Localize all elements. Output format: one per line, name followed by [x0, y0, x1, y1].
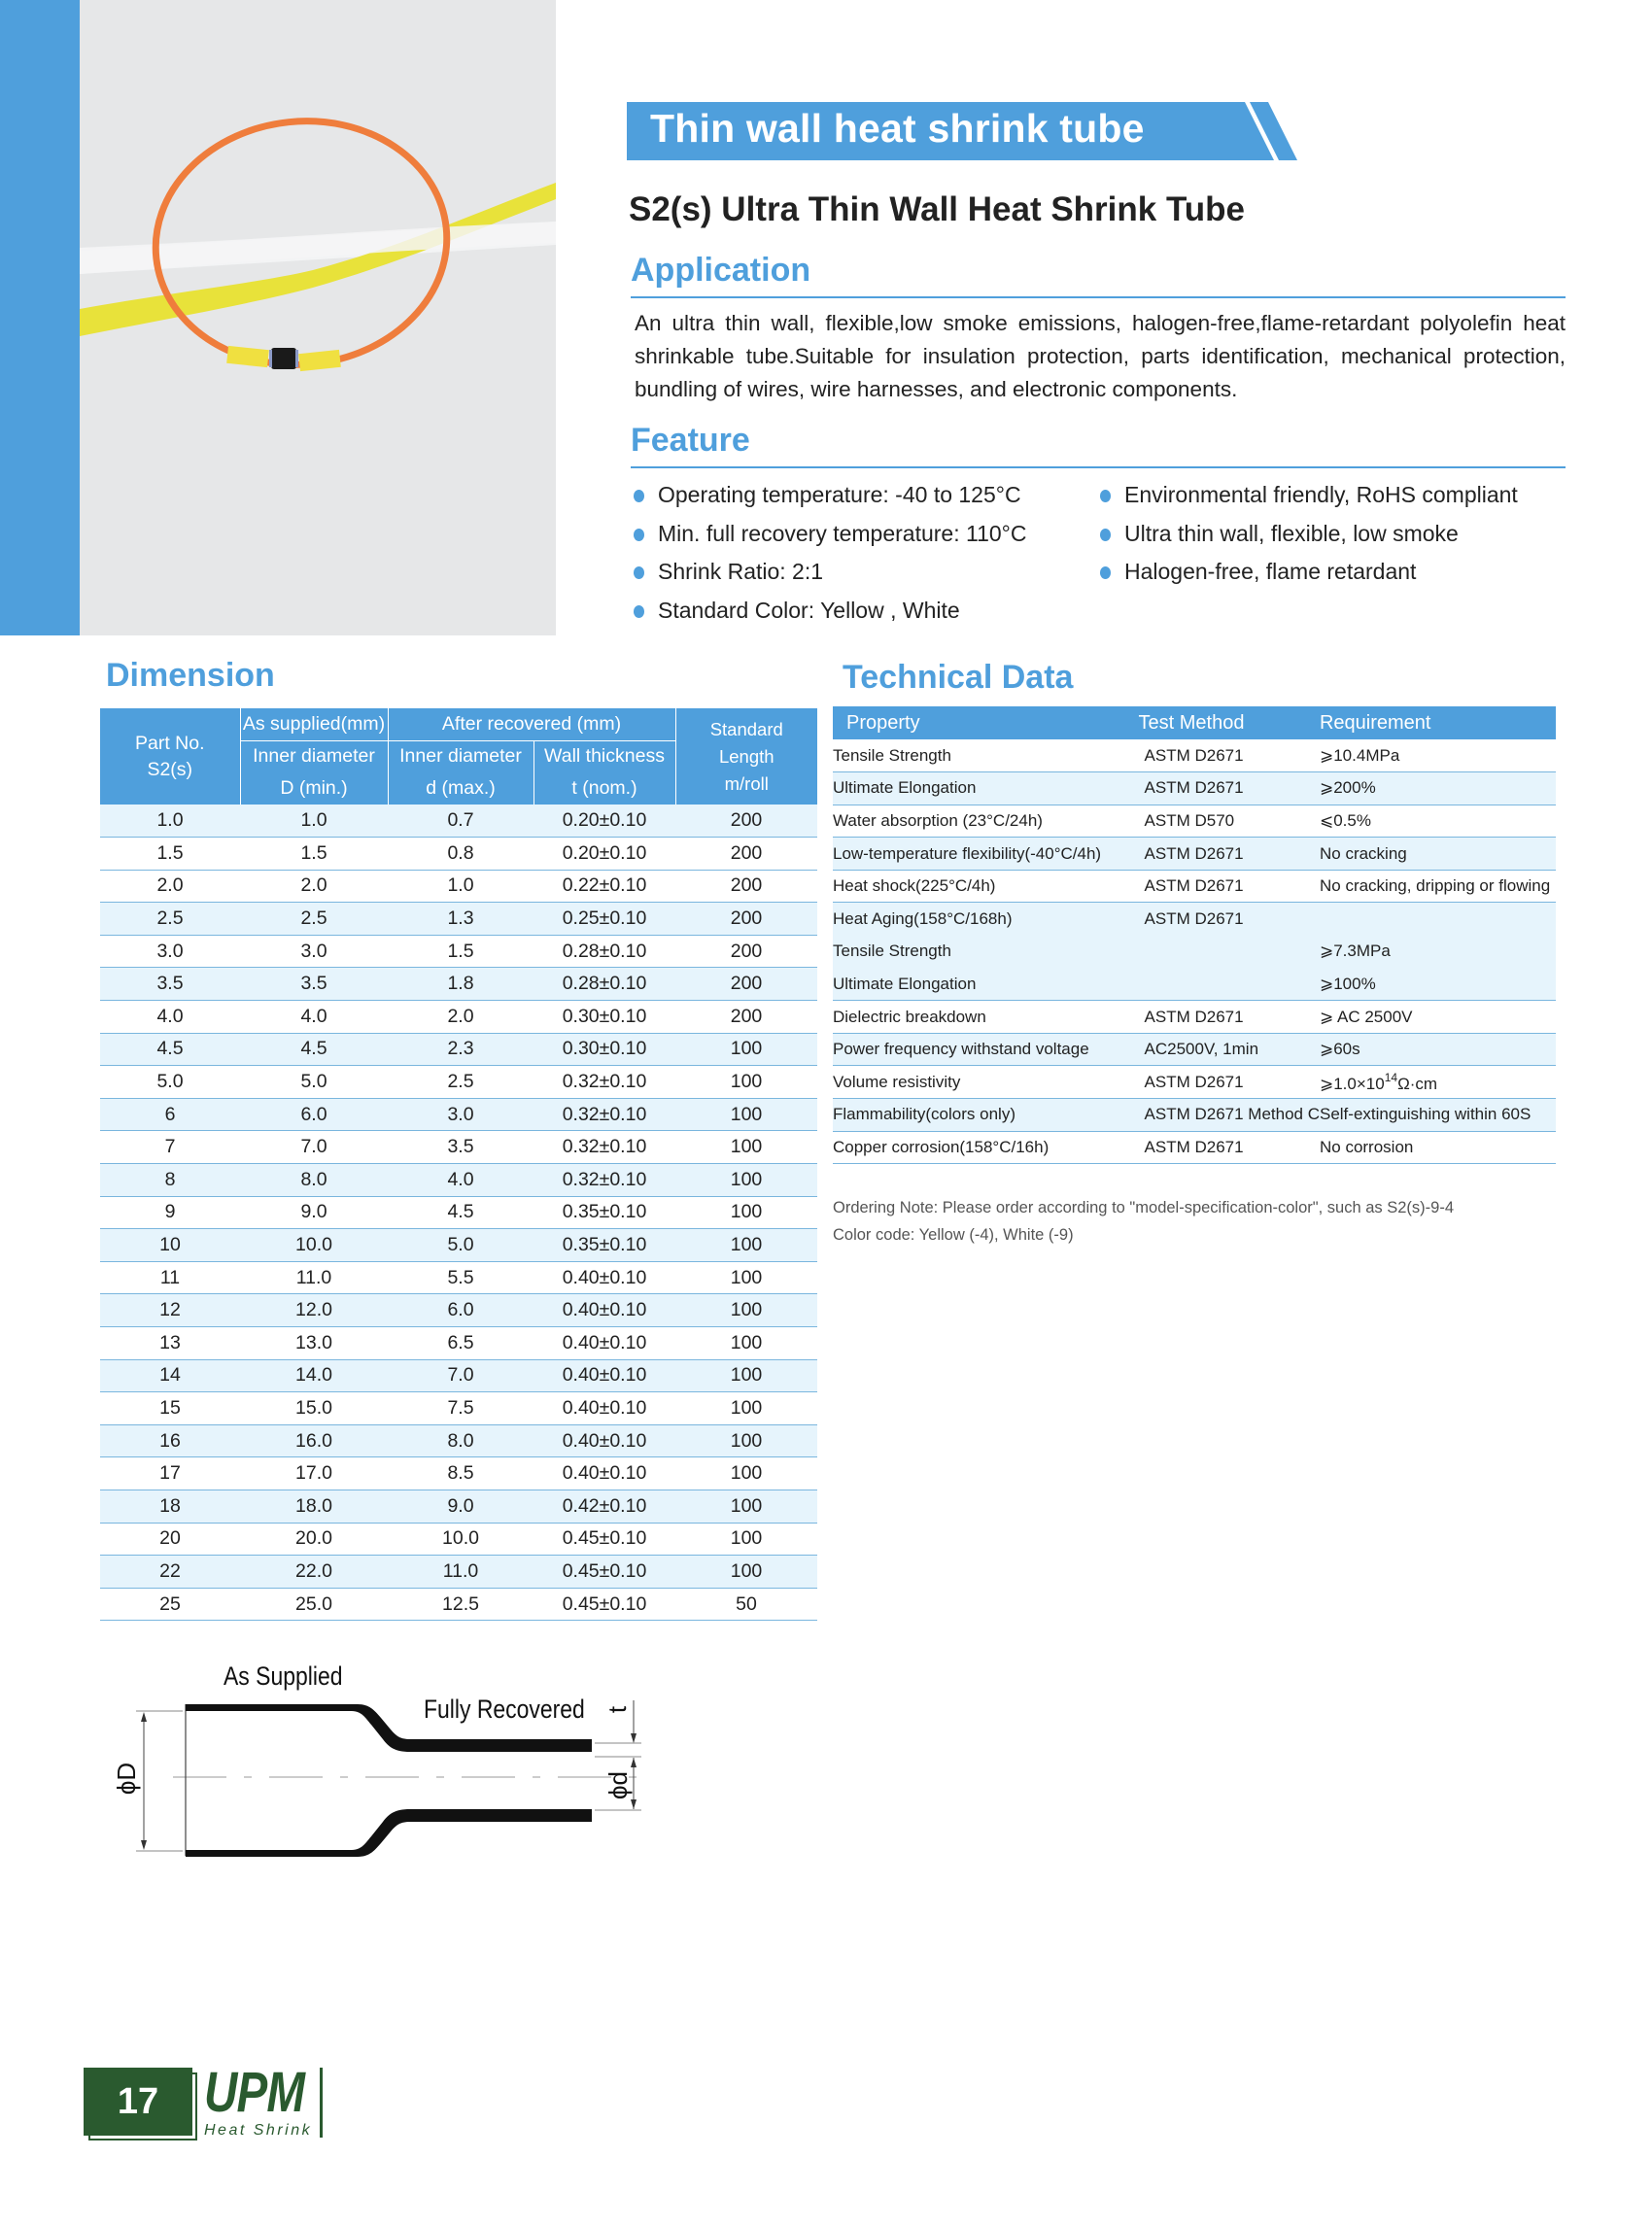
table-cell: 17 [100, 1457, 240, 1490]
table-row [100, 1131, 817, 1164]
header-D-min: D (min.) [240, 772, 388, 805]
table-cell: 8.0 [240, 1164, 388, 1197]
table-cell: 25 [100, 1588, 240, 1621]
header-part-no: Part No. S2(s) [100, 708, 240, 805]
feature-column-left [634, 478, 1026, 632]
table-cell: 18.0 [240, 1490, 388, 1523]
table-cell: 12 [100, 1294, 240, 1327]
table-cell: 3.0 [388, 1098, 533, 1131]
requirement-cell: ⩾60s [1320, 1033, 1556, 1066]
header-inner-diameter-D: Inner diameter [240, 740, 388, 772]
requirement-cell: ⩾7.3MPa [1320, 936, 1556, 969]
table-cell: 0.7 [388, 805, 533, 838]
table-row [100, 1066, 817, 1099]
table-cell: 0.32±0.10 [533, 1098, 675, 1131]
table-cell: 7.5 [388, 1392, 533, 1425]
property-cell: Heat Aging(158°C/168h) [833, 903, 1133, 936]
feature-item [634, 478, 1026, 517]
property-cell: Volume resistivity [833, 1066, 1133, 1099]
table-cell: 1.5 [240, 838, 388, 871]
table-row [833, 1066, 1556, 1099]
method-cell: ASTM D2671 [1133, 870, 1320, 903]
table-cell: 8 [100, 1164, 240, 1197]
table-cell: 0.45±0.10 [533, 1556, 675, 1589]
table-cell: 100 [675, 1229, 817, 1262]
table-row [100, 805, 817, 838]
property-cell: Low-temperature flexibility(-40°C/4h) [833, 838, 1133, 871]
header-test-method: Test Method [1133, 706, 1320, 739]
table-cell: 15 [100, 1392, 240, 1425]
table-cell: 100 [675, 1490, 817, 1523]
table-cell: 22.0 [240, 1556, 388, 1589]
table-cell: 17.0 [240, 1457, 388, 1490]
table-cell: 1.8 [388, 968, 533, 1001]
table-cell: 100 [675, 1033, 817, 1066]
table-cell: 8.0 [388, 1424, 533, 1457]
color-code-note: Color code: Yellow (-4), White (-9) [833, 1226, 1074, 1244]
t-symbol: t [602, 1705, 633, 1714]
table-row [100, 1359, 817, 1392]
table-cell: 1.0 [240, 805, 388, 838]
table-cell: 11.0 [240, 1261, 388, 1294]
table-row [833, 739, 1556, 772]
table-cell: 10 [100, 1229, 240, 1262]
feature-item [1100, 517, 1518, 556]
table-cell: 3.0 [100, 935, 240, 968]
header-property: Property [833, 706, 1133, 739]
requirement-cell: $⩾1.0\times 10^{14}\Omega\cdot cm$ [1320, 1066, 1556, 1099]
feature-rule [631, 466, 1566, 468]
technical-table-body [833, 739, 1556, 1164]
table-row [100, 870, 817, 903]
method-cell: AC2500V, 1min [1133, 1033, 1320, 1066]
table-cell: 2.5 [388, 1066, 533, 1099]
table-cell: 4.5 [100, 1033, 240, 1066]
table-cell: 0.40±0.10 [533, 1294, 675, 1327]
property-cell: Heat shock(225°C/4h) [833, 870, 1133, 903]
header-as-supplied: As supplied(mm) [240, 708, 388, 740]
feature-item [1100, 555, 1518, 594]
table-cell: 1.0 [388, 870, 533, 903]
table-cell: 1.5 [388, 935, 533, 968]
table-cell: 100 [675, 1196, 817, 1229]
feature-text: Standard Color: Yellow , White [658, 597, 960, 623]
table-row [833, 1001, 1556, 1034]
application-heading: Application [631, 252, 811, 289]
feature-item [634, 517, 1026, 556]
table-cell: 6.5 [388, 1327, 533, 1360]
feature-item [634, 555, 1026, 594]
table-cell: 200 [675, 903, 817, 936]
table-row [100, 1261, 817, 1294]
table-row [100, 838, 817, 871]
table-cell: 0.25±0.10 [533, 903, 675, 936]
property-cell: Power frequency withstand voltage [833, 1033, 1133, 1066]
table-cell: 0.20±0.10 [533, 805, 675, 838]
table-row [833, 1033, 1556, 1066]
feature-column-right [1100, 478, 1518, 594]
tube-profile-diagram [97, 1652, 680, 1904]
bullet-icon [634, 605, 644, 618]
method-cell: ASTM D2671 [1133, 838, 1320, 871]
requirement-cell: ⩾100% [1320, 968, 1556, 1001]
table-cell: 0.45±0.10 [533, 1588, 675, 1621]
table-row [833, 772, 1556, 805]
dimension-table [100, 708, 817, 1621]
table-cell: 100 [675, 1294, 817, 1327]
table-cell: 1.0 [100, 805, 240, 838]
method-cell: ASTM D570 [1133, 805, 1320, 838]
table-cell: 2.5 [100, 903, 240, 936]
table-cell: 4.5 [388, 1196, 533, 1229]
table-cell: 7 [100, 1131, 240, 1164]
table-cell: 0.22±0.10 [533, 870, 675, 903]
table-cell: 0.40±0.10 [533, 1457, 675, 1490]
table-cell: 100 [675, 1424, 817, 1457]
table-cell: 5.0 [100, 1066, 240, 1099]
table-cell: 4.0 [388, 1164, 533, 1197]
sidebar-accent-strip [0, 0, 80, 635]
table-cell: 100 [675, 1327, 817, 1360]
table-cell: 0.32±0.10 [533, 1066, 675, 1099]
table-cell: 20.0 [240, 1523, 388, 1556]
table-cell: 6.0 [240, 1098, 388, 1131]
feature-text: Operating temperature: -40 to 125°C [658, 482, 1021, 507]
table-cell: 4.0 [240, 1001, 388, 1034]
table-cell: 200 [675, 805, 817, 838]
table-row [100, 1098, 817, 1131]
table-cell: 6.0 [388, 1294, 533, 1327]
table-row [100, 1001, 817, 1034]
table-cell: 2.0 [388, 1001, 533, 1034]
table-cell: 7.0 [240, 1131, 388, 1164]
table-row [100, 903, 817, 936]
table-cell: 0.40±0.10 [533, 1327, 675, 1360]
feature-text: Halogen-free, flame retardant [1124, 559, 1417, 584]
table-cell: 16.0 [240, 1424, 388, 1457]
table-row [100, 1523, 817, 1556]
table-row [833, 968, 1556, 1001]
requirement-cell: No corrosion [1320, 1131, 1556, 1164]
table-cell: 100 [675, 1098, 817, 1131]
table-row [100, 935, 817, 968]
requirement-cell: No cracking, dripping or flowing [1320, 870, 1556, 903]
table-cell: 14.0 [240, 1359, 388, 1392]
product-title: S2(s) Ultra Thin Wall Heat Shrink Tube [629, 190, 1245, 228]
phi-d-symbol: ϕd [603, 1770, 634, 1800]
feature-heading: Feature [631, 422, 750, 459]
method-cell: ASTM D2671 [1133, 1066, 1320, 1099]
banner-title: Thin wall heat shrink tube [650, 106, 1145, 151]
table-row [833, 936, 1556, 969]
feature-item [1100, 478, 1518, 517]
method-cell: ASTM D2671 [1133, 1131, 1320, 1164]
table-cell: 0.40±0.10 [533, 1261, 675, 1294]
table-cell: 200 [675, 870, 817, 903]
property-cell: Ultimate Elongation [833, 968, 1133, 1001]
feature-item [634, 594, 1026, 633]
table-cell: 18 [100, 1490, 240, 1523]
bullet-icon [1100, 529, 1111, 541]
table-cell: 16 [100, 1424, 240, 1457]
table-cell: 0.40±0.10 [533, 1424, 675, 1457]
table-cell: 0.28±0.10 [533, 968, 675, 1001]
table-row [833, 870, 1556, 903]
table-row [100, 1229, 817, 1262]
property-cell: Water absorption (23°C/24h) [833, 805, 1133, 838]
method-cell: ASTM D2671 [1133, 1001, 1320, 1034]
technical-table [833, 706, 1556, 1164]
bullet-icon [634, 566, 644, 579]
header-t-nom: t (nom.) [533, 772, 675, 805]
fully-recovered-label: Fully Recovered [424, 1695, 585, 1724]
phi-D-symbol: ϕD [112, 1762, 142, 1796]
table-cell: 200 [675, 935, 817, 968]
requirement-cell: No cracking [1320, 838, 1556, 871]
table-cell: 0.20±0.10 [533, 838, 675, 871]
method-cell [1133, 968, 1320, 1001]
table-cell: 3.5 [100, 968, 240, 1001]
header-wall-thickness: Wall thickness [533, 740, 675, 772]
header-standard-length: Standard Length m/roll [675, 708, 817, 805]
table-cell: 0.40±0.10 [533, 1392, 675, 1425]
table-row [100, 1294, 817, 1327]
header-requirement: Requirement [1320, 706, 1556, 739]
property-cell: Tensile Strength [833, 936, 1133, 969]
table-cell: 1.3 [388, 903, 533, 936]
category-banner [627, 100, 1297, 160]
table-cell: 25.0 [240, 1588, 388, 1621]
requirement-cell: ⩾ AC 2500V [1320, 1001, 1556, 1034]
table-cell: 7.0 [388, 1359, 533, 1392]
table-cell: 100 [675, 1164, 817, 1197]
table-cell: 0.32±0.10 [533, 1164, 675, 1197]
as-supplied-label: As Supplied [224, 1661, 343, 1691]
table-cell: 13 [100, 1327, 240, 1360]
table-cell: 200 [675, 1001, 817, 1034]
table-cell: 0.8 [388, 838, 533, 871]
table-row [100, 1327, 817, 1360]
table-cell: 0.45±0.10 [533, 1523, 675, 1556]
ordering-note: Ordering Note: Please order according to "model-specification-color", such as S2(s)-9-4 [833, 1199, 1454, 1216]
table-cell: 5.5 [388, 1261, 533, 1294]
table-cell: 100 [675, 1066, 817, 1099]
method-cell: ASTM D2671 [1133, 903, 1320, 936]
table-cell: 5.0 [240, 1066, 388, 1099]
property-cell: Ultimate Elongation [833, 772, 1133, 805]
table-cell: 3.5 [240, 968, 388, 1001]
table-cell: 100 [675, 1392, 817, 1425]
feature-text: Environmental friendly, RoHS compliant [1124, 482, 1518, 507]
table-cell: 9.0 [388, 1490, 533, 1523]
header-inner-diameter-d: Inner diameter [388, 740, 533, 772]
method-cell: ASTM D2671 [1133, 739, 1320, 772]
table-cell: 4.0 [100, 1001, 240, 1034]
bullet-icon [634, 529, 644, 541]
requirement-cell [1320, 903, 1556, 936]
table-row [100, 1588, 817, 1621]
table-row [833, 903, 1556, 936]
table-cell: 0.35±0.10 [533, 1196, 675, 1229]
table-cell: 3.0 [240, 935, 388, 968]
table-cell: 8.5 [388, 1457, 533, 1490]
table-cell: 2.0 [100, 870, 240, 903]
table-cell: 0.30±0.10 [533, 1033, 675, 1066]
table-cell: 0.35±0.10 [533, 1229, 675, 1262]
table-row [833, 838, 1556, 871]
requirement-cell: ⩽0.5% [1320, 805, 1556, 838]
brand-logo: UPM [204, 2061, 305, 2124]
application-text: An ultra thin wall, flexible,low smoke emissions, halogen-free,flame-retardant polyolefin heat shrinkable tube.Suitable for insulation protection, parts identification, mechanical protection, bundling of wires, wire harnesses, and electronic components. [635, 311, 1566, 401]
method-cell [1133, 936, 1320, 969]
header-after-recovered: After recovered (mm) [388, 708, 675, 740]
table-cell: 11 [100, 1261, 240, 1294]
table-cell: 0.28±0.10 [533, 935, 675, 968]
table-cell: 14 [100, 1359, 240, 1392]
feature-text: Ultra thin wall, flexible, low smoke [1124, 520, 1459, 546]
feature-text: Shrink Ratio: 2:1 [658, 559, 824, 584]
table-cell: 9.0 [240, 1196, 388, 1229]
bullet-icon [1100, 566, 1111, 579]
page-number: 17 [117, 2081, 159, 2122]
bullet-icon [1100, 490, 1111, 502]
table-cell: 10.0 [388, 1523, 533, 1556]
table-cell: 200 [675, 838, 817, 871]
property-cell: Tensile Strength [833, 739, 1133, 772]
tube-photo-illustration [80, 0, 556, 635]
property-cell: Copper corrosion(158°C/16h) [833, 1131, 1133, 1164]
table-cell: 2.5 [240, 903, 388, 936]
property-cell: Dielectric breakdown [833, 1001, 1133, 1034]
brand-tagline: Heat Shrink [204, 2122, 313, 2139]
method-cell: ASTM D2671 [1133, 772, 1320, 805]
method-cell: ASTM D2671 Method C [1133, 1099, 1320, 1132]
table-cell: 3.5 [388, 1131, 533, 1164]
table-cell: 200 [675, 968, 817, 1001]
requirement-cell: Self-extinguishing within 60S [1320, 1099, 1556, 1132]
table-cell: 15.0 [240, 1392, 388, 1425]
table-cell: 100 [675, 1261, 817, 1294]
table-cell: 9 [100, 1196, 240, 1229]
table-cell: 0.42±0.10 [533, 1490, 675, 1523]
table-cell: 100 [675, 1556, 817, 1589]
table-cell: 2.3 [388, 1033, 533, 1066]
table-cell: 0.40±0.10 [533, 1359, 675, 1392]
dimension-table-body [100, 805, 817, 1621]
table-row [100, 1424, 817, 1457]
table-cell: 0.32±0.10 [533, 1131, 675, 1164]
table-cell: 4.5 [240, 1033, 388, 1066]
product-photo [80, 0, 556, 635]
table-cell: 10.0 [240, 1229, 388, 1262]
brand-divider [320, 2068, 323, 2138]
table-cell: 12.0 [240, 1294, 388, 1327]
requirement-cell: ⩾10.4MPa [1320, 739, 1556, 772]
table-cell: 1.5 [100, 838, 240, 871]
shrink-diagram [97, 1652, 680, 1904]
table-cell: 100 [675, 1457, 817, 1490]
technical-heading: Technical Data [843, 659, 1074, 696]
table-row [833, 1099, 1556, 1132]
header-d-max: d (max.) [388, 772, 533, 805]
feature-text: Min. full recovery temperature: 110°C [658, 520, 1027, 546]
table-cell: 50 [675, 1588, 817, 1621]
property-cell: Flammability(colors only) [833, 1099, 1133, 1132]
table-row [833, 1131, 1556, 1164]
bullet-icon [634, 490, 644, 502]
table-cell: 100 [675, 1523, 817, 1556]
table-cell: 13.0 [240, 1327, 388, 1360]
table-cell: 12.5 [388, 1588, 533, 1621]
table-cell: 100 [675, 1131, 817, 1164]
table-row [100, 1392, 817, 1425]
table-cell: 22 [100, 1556, 240, 1589]
table-cell: 2.0 [240, 870, 388, 903]
dimension-heading: Dimension [106, 657, 275, 694]
application-rule [631, 296, 1566, 298]
table-row [100, 1457, 817, 1490]
table-row [100, 1164, 817, 1197]
table-row [100, 1490, 817, 1523]
requirement-cell: ⩾200% [1320, 772, 1556, 805]
table-row [100, 1033, 817, 1066]
table-cell: 11.0 [388, 1556, 533, 1589]
table-row [833, 805, 1556, 838]
table-cell: 100 [675, 1359, 817, 1392]
table-cell: 5.0 [388, 1229, 533, 1262]
table-cell: 6 [100, 1098, 240, 1131]
table-cell: 20 [100, 1523, 240, 1556]
table-cell: 0.30±0.10 [533, 1001, 675, 1034]
table-row [100, 1196, 817, 1229]
table-row [100, 968, 817, 1001]
table-row [100, 1556, 817, 1589]
